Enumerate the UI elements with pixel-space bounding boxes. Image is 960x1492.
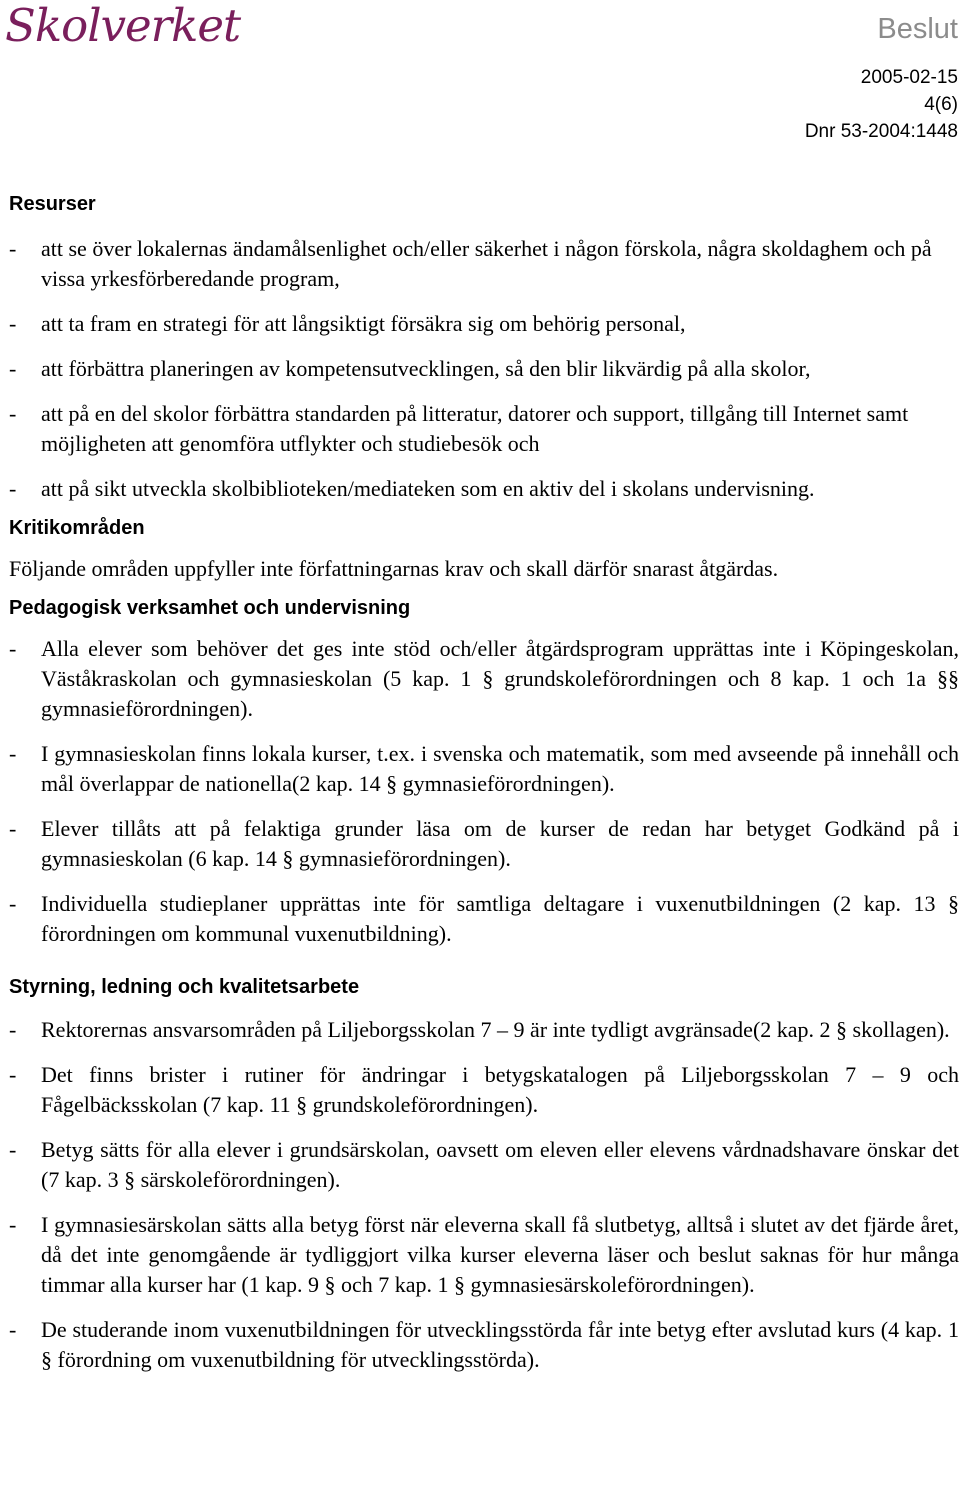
heading-styrning: Styrning, ledning och kvalitetsarbete: [9, 976, 360, 998]
heading-kritik: Kritikområden: [9, 517, 145, 539]
document-date: 2005-02-15: [860, 67, 958, 88]
list-item: - Rektorernas ansvarsområden på Liljeborgsskolan 7 – 9 är inte tydligt avgränsade(2 kap. 2 § skollagen).: [9, 1017, 950, 1042]
document-body: [9, 190, 959, 1375]
list-item: - Betyg sätts för alla elever i grundsärskolan, oavsett om eleven eller elevens vårdnadshavare önskar det (7 kap. 3 § särskoleförordningen).: [9, 1137, 959, 1192]
list-item: - I gymnasiesärskolan sätts alla betyg först när eleverna skall få slutbetyg, alltså i slutet av det fjärde året, då det inte genomgående är tydliggjort vilka kurser eleverna läser och beslut saknas för hur många timmar alla kurser har (1 kap. 9 § och 7 kap. 1 § gymnasiesärskoleförordningen).: [9, 1212, 959, 1297]
heading-resurser: Resurser: [9, 193, 96, 215]
list-item: - Det finns brister i rutiner för ändringar i betygskatalogen på Liljeborgsskolan 7 – 9 och Fågelbäcksskolan (7 kap. 11 § grundskoleförordningen).: [9, 1062, 959, 1117]
kritik-intro: Följande områden uppfyller inte författningarnas krav och skall därför snarast åtgärdas.: [9, 556, 779, 581]
list-item: - att på sikt utveckla skolbiblioteken/mediateken som en aktiv del i skolans undervisning.: [9, 476, 815, 501]
list-item: - Alla elever som behöver det ges inte stöd och/eller åtgärdsprogram upprättas inte i Köpingeskolan, Väståkraskolan och gymnasieskolan (5 kap. 1 § grundskoleförordningen och 8 kap. 1 och 1a §§ gymnasieförordningen).: [9, 636, 959, 721]
page-number: 4(6): [924, 94, 958, 115]
list-item: - Individuella studieplaner upprättas inte för samtliga deltagare i vuxenutbildningen (2 kap. 13 § förordningen om kommunal vuxenutbildning).: [9, 891, 959, 946]
diary-number: Dnr 53-2004:1448: [804, 121, 958, 142]
document-meta: [805, 64, 958, 145]
list-item: - att på en del skolor förbättra standarden på litteratur, datorer och support, tillgång till Internet samt möjligheten att genomföra utflykter och studiebesök och: [9, 401, 909, 456]
list-item: - De studerande inom vuxenutbildningen för utvecklingsstörda får inte betyg efter avslutad kurs (4 kap. 1 § förordning om vuxenutbildning för utvecklingsstörda).: [9, 1317, 959, 1372]
list-resurser: [9, 234, 959, 504]
list-item: - Elever tillåts att på felaktiga grunder läsa om de kurser de redan har betyget Godkänd på i gymnasieskolan (6 kap. 14 § gymnasieförordningen).: [9, 816, 959, 871]
list-pedagogik: [9, 634, 959, 949]
list-item: - att ta fram en strategi för att långsiktigt försäkra sig om behörig personal,: [9, 311, 686, 336]
list-item: - att se över lokalernas ändamålsenlighet och/eller säkerhet i någon förskola, några skoldaghem och på vissa yrkesförberedande program,: [9, 236, 932, 291]
list-item: - att förbättra planeringen av kompetensutvecklingen, så den blir likvärdig på alla skolor,: [9, 356, 811, 381]
skolverket-logo: Skolverket: [5, 0, 241, 52]
list-item: - I gymnasieskolan finns lokala kurser, t.ex. i svenska och matematik, som med avseende på innehåll och mål överlappar de nationella(2 kap. 14 § gymnasieförordningen).: [9, 741, 959, 796]
list-styrning: [9, 1015, 959, 1375]
heading-pedagogik: Pedagogisk verksamhet och undervisning: [9, 597, 411, 619]
document-type: Beslut: [877, 13, 958, 45]
